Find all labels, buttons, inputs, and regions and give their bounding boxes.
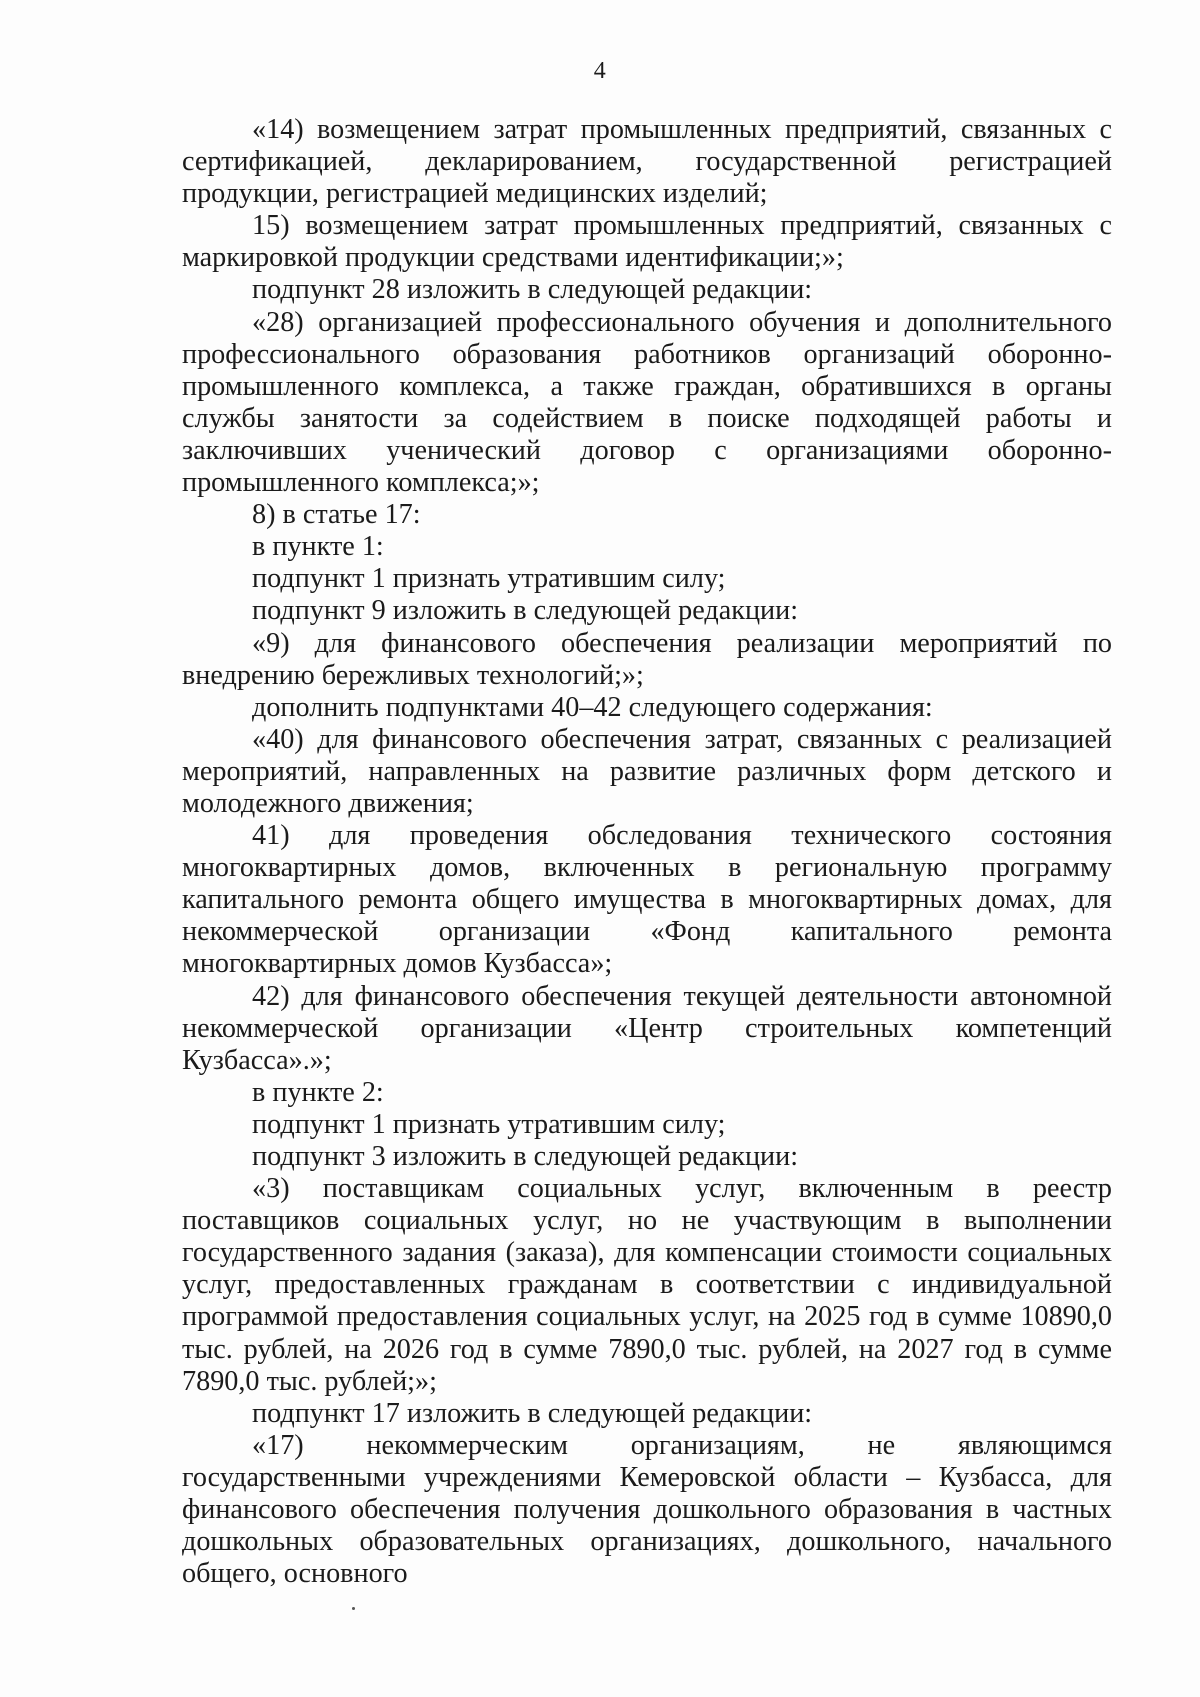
document-body	[182, 114, 1112, 1590]
scan-speck	[352, 1607, 355, 1610]
paragraph-subitem-41: 41) для проведения обследования технического состояния многоквартирных домов, включенных в региональную программу капитального ремонта общего имущества в многоквартирных домах, для некоммерческой организации «Фонд капитального ремонта многоквартирных домов Кузбасса»;	[182, 820, 1112, 980]
paragraph-subitem-3: «3) поставщикам социальных услуг, включенным в реестр поставщиков социальных услуг, но не участвующим в выполнении государственного задания (заказа), для компенсации стоимости социальных услуг, предоставленных гражданам в соответствии с индивидуальной программой предоставления социальных услуг, на 2025 год в сумме 10890,0 тыс. рублей, на 2026 год в сумме 7890,0 тыс. рублей, на 2027 год в сумме 7890,0 тыс. рублей;»;	[182, 1173, 1112, 1397]
paragraph-instruction-40-42: дополнить подпунктами 40–42 следующего содержания:	[252, 691, 933, 723]
paragraph-clause-2-subitem-1-void: подпункт 1 признать утратившим силу;	[252, 1108, 726, 1140]
paragraph-instruction-3: подпункт 3 изложить в следующей редакции:	[252, 1141, 799, 1172]
paragraph-subitem-42: 42) для финансового обеспечения текущей деятельности автономной некоммерческой организации «Центр строительных компетенций Кузбасса».»;	[182, 980, 1112, 1076]
paragraph-clause-1: в пункте 1:	[252, 531, 384, 563]
paragraph-subitem-9: «9) для финансового обеспечения реализации мероприятий по внедрению бережливых технологий;»;	[182, 627, 1112, 691]
paragraph-clause-2: в пункте 2:	[252, 1076, 384, 1108]
paragraph-subitem-1-void: подпункт 1 признать утратившим силу;	[252, 563, 726, 595]
paragraph-instruction-17: подпункт 17 изложить в следующей редакции:	[252, 1397, 813, 1429]
paragraph-instruction-9: подпункт 9 изложить в следующей редакции:	[252, 595, 799, 627]
paragraph-instruction-28: подпункт 28 изложить в следующей редакции:	[252, 274, 813, 306]
paragraph-subitem-40: «40) для финансового обеспечения затрат, связанных с реализацией мероприятий, направленных на развитие различных форм детского и молодежного движения;	[182, 723, 1112, 819]
paragraph-subitem-14: «14) возмещением затрат промышленных предприятий, связанных с сертификацией, декларированием, государственной регистрацией продукции, регистрацией медицинских изделий;	[182, 114, 1112, 210]
paragraph-subitem-17: «17) некоммерческим организациям, не являющимся государственными учреждениями Кемеровской области – Кузбасса, для финансового обеспечения получения дошкольного образования в частных дошкольных образовательных организациях, дошкольного, начального общего, основного	[182, 1429, 1112, 1590]
paragraph-article-17: 8) в статье 17:	[252, 499, 421, 531]
paragraph-subitem-28: «28) организацией профессионального обучения и дополнительного профессионального образования работников организаций оборонно-промышленного комплекса, а также граждан, обратившихся в органы службы занятости за содействием в поиске подходящей работы и заключивших ученический договор с организациями оборонно-промышленного комплекса;»;	[182, 306, 1112, 499]
page-number: 4	[593, 58, 607, 84]
paragraph-subitem-15: 15) возмещением затрат промышленных предприятий, связанных с маркировкой продукции средствами идентификации;»;	[182, 210, 1112, 274]
